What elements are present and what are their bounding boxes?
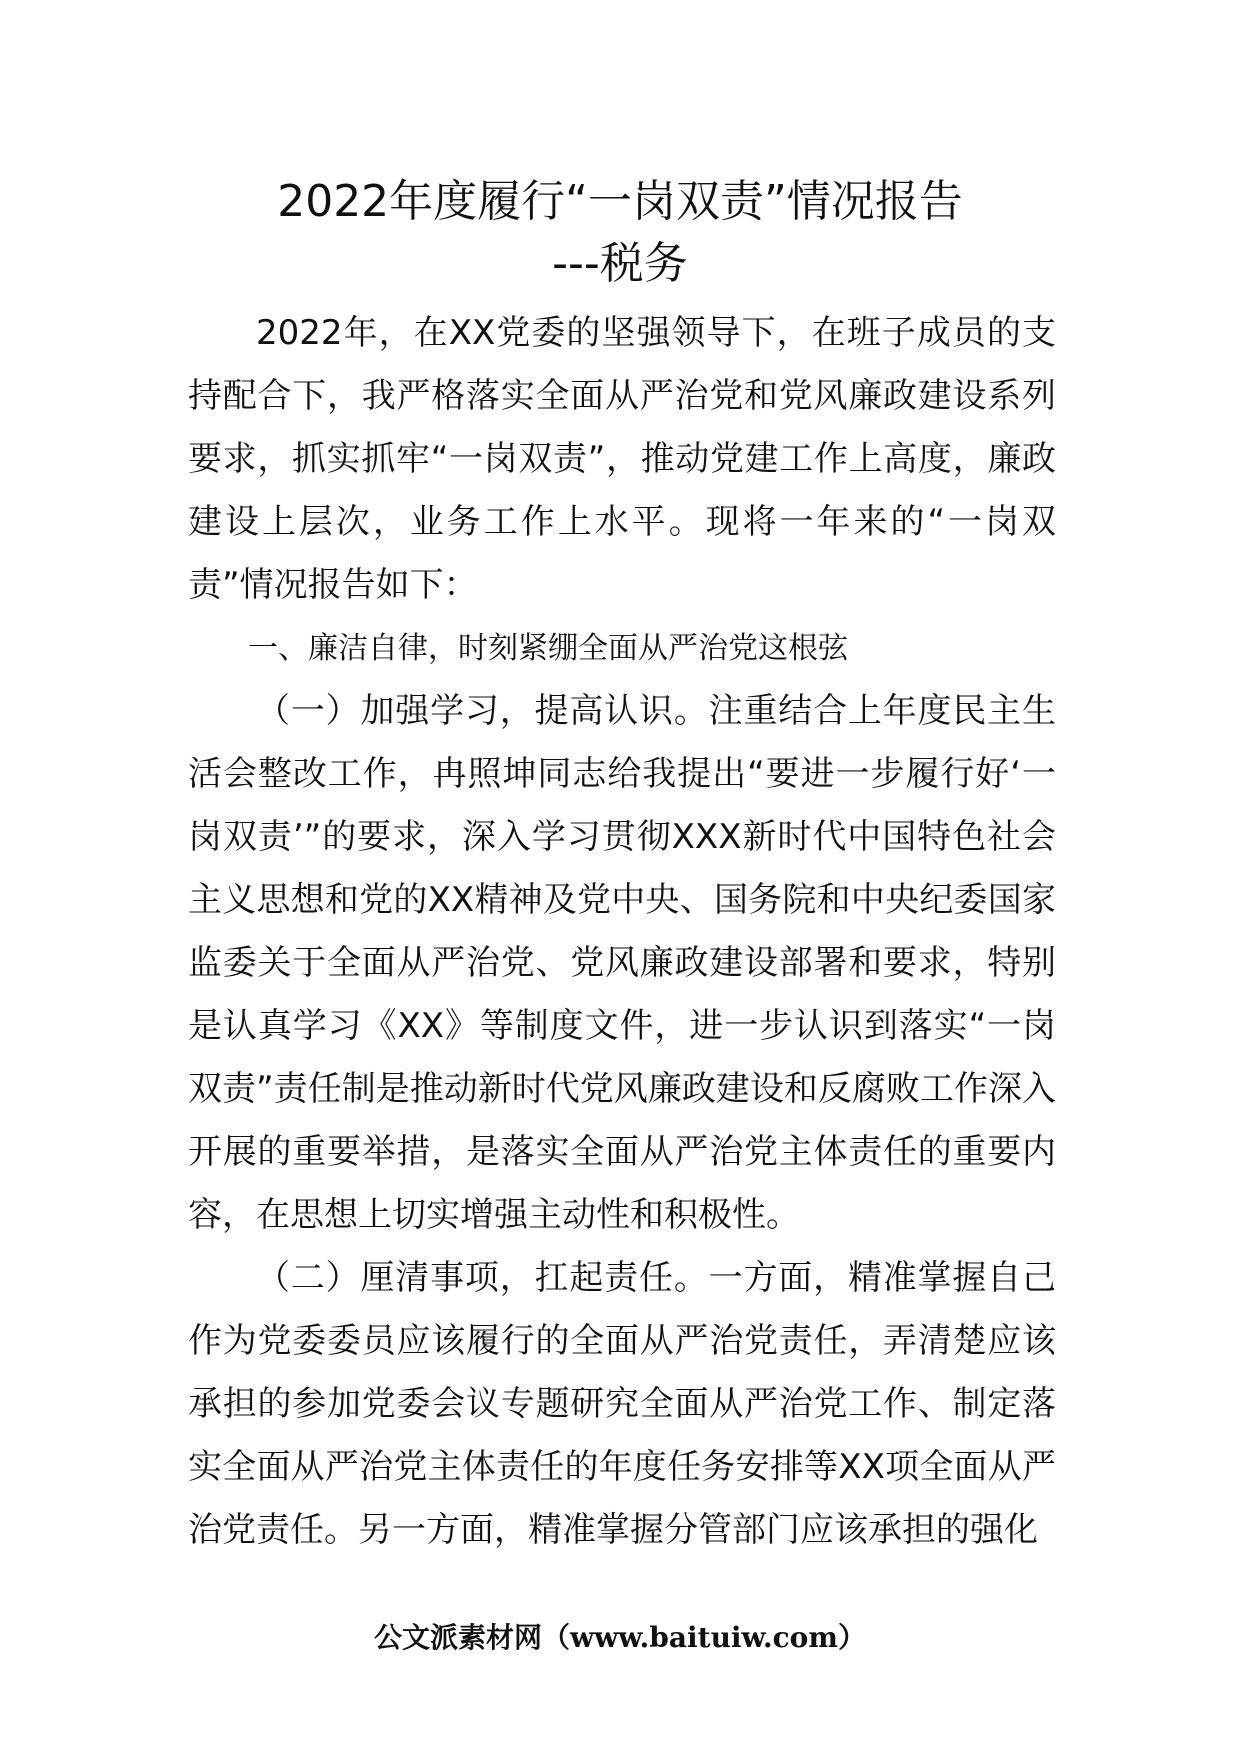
body-paragraph: （二）厘清事项，扛起责任。一方面，精准掌握自己作为党委委员应该履行的全面从严治党责任，弄清楚应该承担的参加党委会议专题研究全面从严治党工作、制定落实全面从严治党主体责任的年度任务安排等XX项全面从严治党责任。另一方面，精准掌握分管部门应该承担的强化 [188,1258,1056,1550]
document-title: 2022年度履行“一岗双责”情况报告 [277,176,963,227]
section-heading: 一、廉洁自律，时刻紧绷全面从严治党这根弦 [248,631,848,666]
document-subtitle: ---税务 [552,238,688,289]
document-body [188,302,1056,1562]
intro-paragraph: 2022年，在XX党委的坚强领导下，在班子成员的支持配合下，我严格落实全面从严治党和党风廉政建设系列要求，抓实抓牢“一岗双责”，推动党建工作上高度，廉政建设上层次，业务工作上水平。现将一年来的“一岗双责”情况报告如下： [188,313,1056,605]
body-paragraph: （一）加强学习，提高认识。注重结合上年度民主生活会整改工作，冉照坤同志给我提出“要进一步履行好‘一岗双责’”的要求，深入学习贯彻XXX新时代中国特色社会主义思想和党的XX精神及党中央、国务院和中央纪委国家监委关于全面从严治党、党风廉政建设部署和要求，特别是认真学习《XX》等制度文件，进一步认识到落实“一岗双责”责任制是推动新时代党风廉政建设和反腐败工作深入开展的重要举措，是落实全面从严治党主体责任的重要内容，在思想上切实增强主动性和积极性。 [188,691,1056,1235]
footer-watermark: 公文派素材网（www.baituiw.com） [374,1621,866,1654]
